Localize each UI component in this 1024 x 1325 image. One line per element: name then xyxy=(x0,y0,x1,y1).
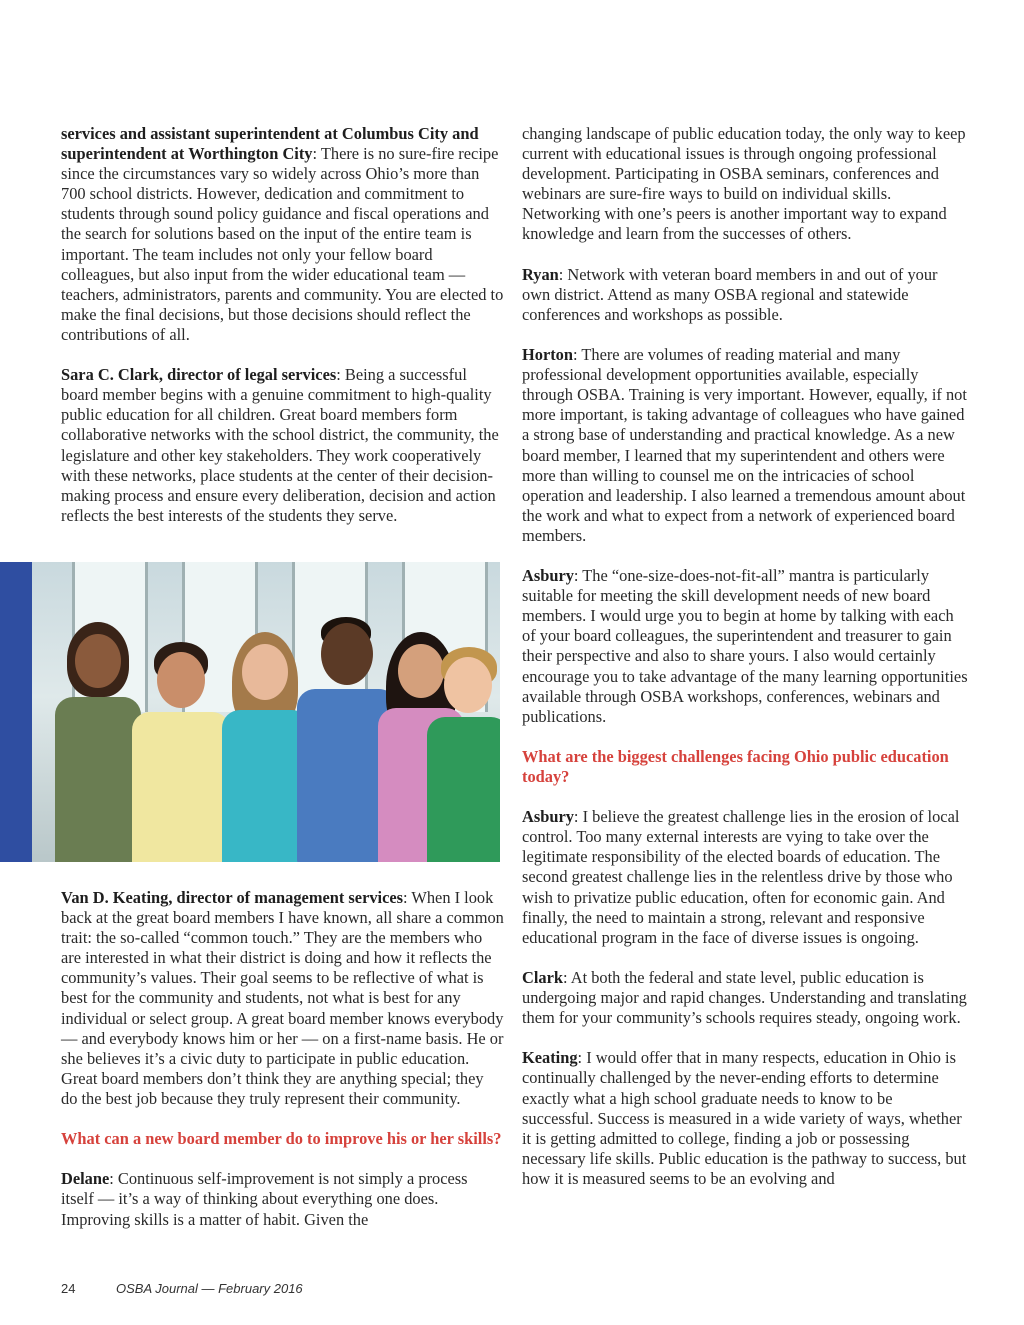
right-column xyxy=(522,124,968,1189)
speaker-lead: services and assistant superintendent at Columbus City and superintendent at Worthington City xyxy=(61,124,479,164)
paragraph-clark xyxy=(61,365,504,526)
students-photo xyxy=(32,562,500,862)
paragraph-continuation xyxy=(522,124,968,245)
paragraph-text: : Continuous self-improvement is not simply a process itself — it’s a way of thinking about everything one does. Improving skills is a matter of habit. Given the xyxy=(61,1169,468,1229)
left-column-lower xyxy=(61,888,504,1230)
question-heading: What can a new board member do to improve his or her skills? xyxy=(61,1129,502,1149)
speaker-lead: Horton xyxy=(522,345,573,365)
paragraph-text: : The “one-size-does-not-fit-all” mantra is particularly suitable for meeting the skill development needs of new board members. I would urge you to begin at home by talking with each of your board colleagues, the superintendent and treasurer to gain their perspective and also to share yours. I also would certainly encourage you to take advantage of the many learning opportunities available through OSBA workshops, conferences, webinars and publications. xyxy=(522,566,968,726)
page-footer xyxy=(61,1281,303,1296)
speaker-lead: Van D. Keating, director of management services xyxy=(61,888,404,907)
speaker-lead: Keating xyxy=(522,1048,578,1068)
paragraph-text: : Being a successful board member begins with a genuine commitment to high-quality public education for all children. Great board members form collaborative networks with the school district, the community, the legislature and other key stakeholders. They work cooperatively with these networks, place students at the center of their decision-making process and ensure every deliberation, decision and action reflects the best interests of the students they serve. xyxy=(61,365,499,525)
paragraph-asbury-challenges xyxy=(522,807,968,948)
speaker-lead: Asbury xyxy=(522,566,574,586)
paragraph-clark-challenges xyxy=(522,968,968,1028)
question-heading: What are the biggest challenges facing Ohio public education today? xyxy=(522,746,949,786)
paragraph-text: : When I look back at the great board members I have known, all share a common trait: the so-called “common touch.” They are the members who are interested in what their district is doing and how it reflects the community’s values. Their goal seems to be reflective of what is best for the community and students, not what is best for any individual or select group. A great board member knows everybody — and everybody knows him or her — on a first-name basis. He or she believes it’s a civic duty to participate in public education. Great board members don’t think they are anything special; they do the best job because they truly represent their community. xyxy=(61,888,504,1108)
paragraph-text: : I believe the greatest challenge lies in the erosion of local control. Too many external interests are vying to take over the legitimate responsibility of the elected boards of education. The second greatest challenge lies in the relentless drive by those who wish to privatize public education, often for economic gain. And finally, the need to maintain a strong, relevant and responsive educational program in the face of diverse issues is ongoing. xyxy=(522,807,960,947)
speaker-lead: Delane xyxy=(61,1169,110,1189)
speaker-lead: Asbury xyxy=(522,807,574,827)
paragraph-text: : At both the federal and state level, public education is undergoing major and rapid changes. Understanding and translating them for your community’s schools requires steady, ongoing work. xyxy=(522,967,967,1028)
paragraph-text: : There is no sure-fire recipe since the circumstances vary so widely across Ohio’s more than 700 school districts. However, dedication and commitment to students through sound policy guidance and fiscal operations and the search for solutions based on the input of the entire team is important. The team includes not only your fellow board colleagues, but also input from the wider educational team — teachers, administrators, parents and community. You are elected to make the final decisions, but those decisions should reflect the contributions of all. xyxy=(61,144,504,344)
paragraph-horton xyxy=(522,345,968,546)
paragraph-text: changing landscape of public education today, the only way to keep current with educational issues is through ongoing professional development. Participating in OSBA seminars, conferences and webinars are sure-fire ways to build on individual skills. Networking with one’s peers is another important way to expand knowledge and learn from the successes of others. xyxy=(522,124,966,244)
paragraph-superintendent xyxy=(61,124,504,345)
speaker-lead: Sara C. Clark, director of legal services xyxy=(61,365,337,385)
paragraph-keating xyxy=(61,888,504,1109)
paragraph-text: : There are volumes of reading material and many professional development opportunities available, especially through OSBA. Training is very important. However, equally, if not more important, is taking advantage of colleagues who have gained a strong base of understanding and practical knowledge. As a new board member, I learned that my superintendent and others were more than willing to counsel me on the intricacies of school operation and leadership. I also learned a tremendous amount about the work and what to expect from a network of experienced board members. xyxy=(522,345,967,545)
paragraph-delane xyxy=(61,1169,504,1229)
paragraph-ryan xyxy=(522,265,968,325)
paragraph-text: : I would offer that in many respects, education in Ohio is continually challenged by the never-ending efforts to determine exactly what a high school graduate needs to know to be successful. Success is measured in a wide variety of ways, whether it is getting admitted to college, finding a job or possessing necessary life skills. Public education is the pathway to success, but how it is measured seems to be an evolving and xyxy=(522,1048,967,1188)
paragraph-asbury-skills xyxy=(522,566,968,727)
paragraph-text: : Network with veteran board members in and out of your own district. Attend as many OSBA regional and statewide conferences and workshops as possible. xyxy=(522,264,938,324)
accent-bar xyxy=(0,562,32,862)
speaker-lead: Ryan xyxy=(522,264,559,284)
left-column xyxy=(61,124,504,546)
paragraph-keating-challenges xyxy=(522,1048,968,1189)
journal-title: OSBA Journal — February 2016 xyxy=(116,1281,303,1296)
page-number: 24 xyxy=(61,1281,76,1296)
speaker-lead: Clark xyxy=(522,967,563,987)
